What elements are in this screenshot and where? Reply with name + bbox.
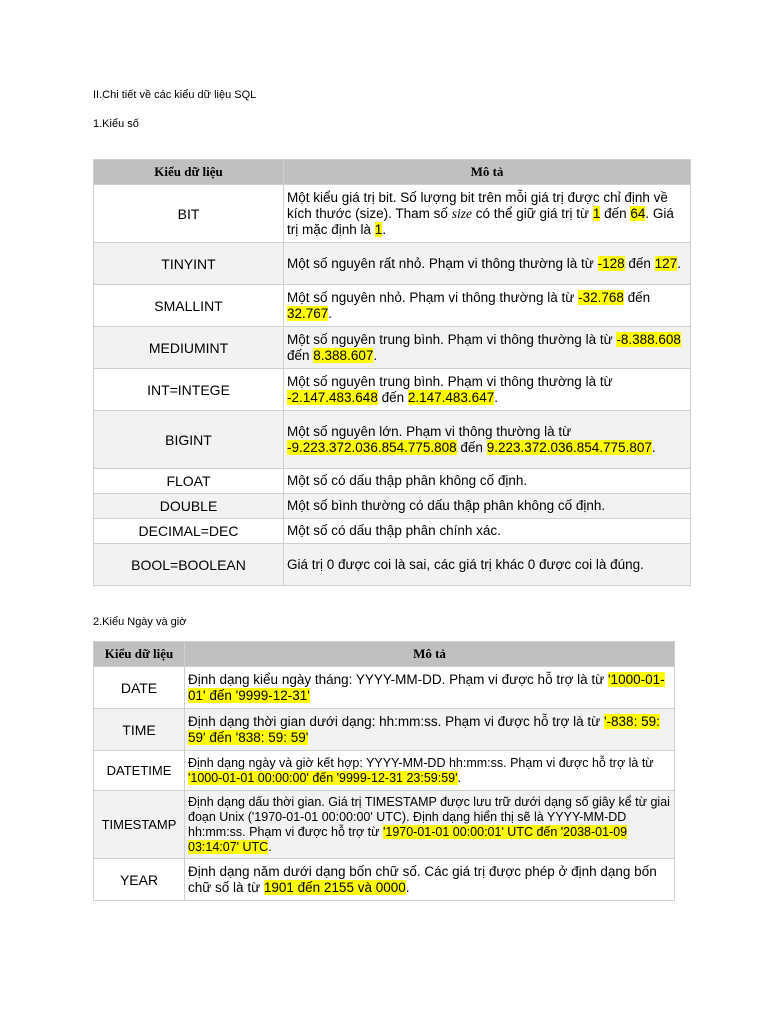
desc-cell: Định dạng kiểu ngày tháng: YYYY-MM-DD. Phạm vi được hỗ trợ là từ '1000-01-01' đến '9999-12-31' [185,667,675,709]
type-cell: DATETIME [94,751,185,791]
table-header-row [94,642,675,667]
table-row [94,709,675,751]
desc-cell: Định dạng ngày và giờ kết hợp: YYYY-MM-DD hh:mm:ss. Phạm vi được hỗ trợ là từ '1000-01-01 00:00:00' đến '9999-12-31 23:59:59'. [185,751,675,791]
numeric-types-table [93,159,691,586]
table-row [94,667,675,709]
type-cell: YEAR [94,859,185,901]
table-row [94,469,691,494]
table-header-row [94,160,691,185]
header-type: Kiểu dữ liệu [94,160,284,185]
desc-cell: Một số nguyên trung bình. Phạm vi thông thường là từ -8.388.608 đến 8.388.607. [284,327,691,369]
header-desc: Mô tả [284,160,691,185]
desc-cell: Một kiểu giá trị bit. Số lượng bit trên mỗi giá trị được chỉ định về kích thước (size). Tham số size có thể giữ giá trị từ 1 đến 64. Giá trị mặc định là 1. [284,185,691,243]
desc-cell: Một số nguyên trung bình. Phạm vi thông thường là từ -2.147.483.648 đến 2.147.483.647. [284,369,691,411]
datetime-heading: 2.Kiểu Ngày và giờ [93,616,187,628]
type-cell: TINYINT [94,243,284,285]
desc-cell: Định dạng dấu thời gian. Giá trị TIMESTAMP được lưu trữ dưới dạng số giây kể từ giai đoạn Unix ('1970-01-01 00:00:00' UTC). Định dạng hiển thị sẽ là YYYY-MM-DD hh:mm:ss. Phạm vi được hỗ trợ từ '1970-01-01 00:00:01' UTC đến '2038-01-09 03:14:07' UTC. [185,791,675,859]
table-row [94,185,691,243]
table-row [94,369,691,411]
type-cell: INT=INTEGE [94,369,284,411]
type-cell: DOUBLE [94,494,284,519]
table-row [94,544,691,586]
table-row [94,791,675,859]
table-row [94,411,691,469]
type-cell: FLOAT [94,469,284,494]
desc-cell: Một số có dấu thập phân không cố định. [284,469,691,494]
table-row [94,519,691,544]
datetime-types-table [93,641,675,901]
numeric-heading: 1.Kiểu số [93,118,139,130]
type-cell: BIGINT [94,411,284,469]
type-cell: BIT [94,185,284,243]
table-row [94,494,691,519]
type-cell: SMALLINT [94,285,284,327]
table-row [94,285,691,327]
type-cell: DECIMAL=DEC [94,519,284,544]
desc-cell: Một số nguyên lớn. Phạm vi thông thường là từ -9.223.372.036.854.775.808 đến 9.223.372.036.854.775.807. [284,411,691,469]
type-cell: TIME [94,709,185,751]
desc-cell: Một số nguyên nhỏ. Phạm vi thông thường là từ -32.768 đến 32.767. [284,285,691,327]
type-cell: TIMESTAMP [94,791,185,859]
type-cell: BOOL=BOOLEAN [94,544,284,586]
desc-cell: Định dạng năm dưới dạng bốn chữ số. Các giá trị được phép ở định dạng bốn chữ số là từ 1901 đến 2155 và 0000. [185,859,675,901]
type-cell: DATE [94,667,185,709]
table-row [94,243,691,285]
desc-cell: Định dạng thời gian dưới dạng: hh:mm:ss. Phạm vi được hỗ trợ là từ '-838: 59: 59' đến '838: 59: 59' [185,709,675,751]
table-row [94,751,675,791]
header-type: Kiểu dữ liệu [94,642,185,667]
table-row [94,327,691,369]
desc-cell: Một số có dấu thập phân chính xác. [284,519,691,544]
desc-cell: Một số bình thường có dấu thập phân không cố định. [284,494,691,519]
desc-cell: Giá trị 0 được coi là sai, các giá trị khác 0 được coi là đúng. [284,544,691,586]
table-row [94,859,675,901]
header-desc: Mô tả [185,642,675,667]
section-title: II.Chi tiết về các kiểu dữ liệu SQL [93,89,257,101]
desc-cell: Một số nguyên rất nhỏ. Phạm vi thông thường là từ -128 đến 127. [284,243,691,285]
type-cell: MEDIUMINT [94,327,284,369]
